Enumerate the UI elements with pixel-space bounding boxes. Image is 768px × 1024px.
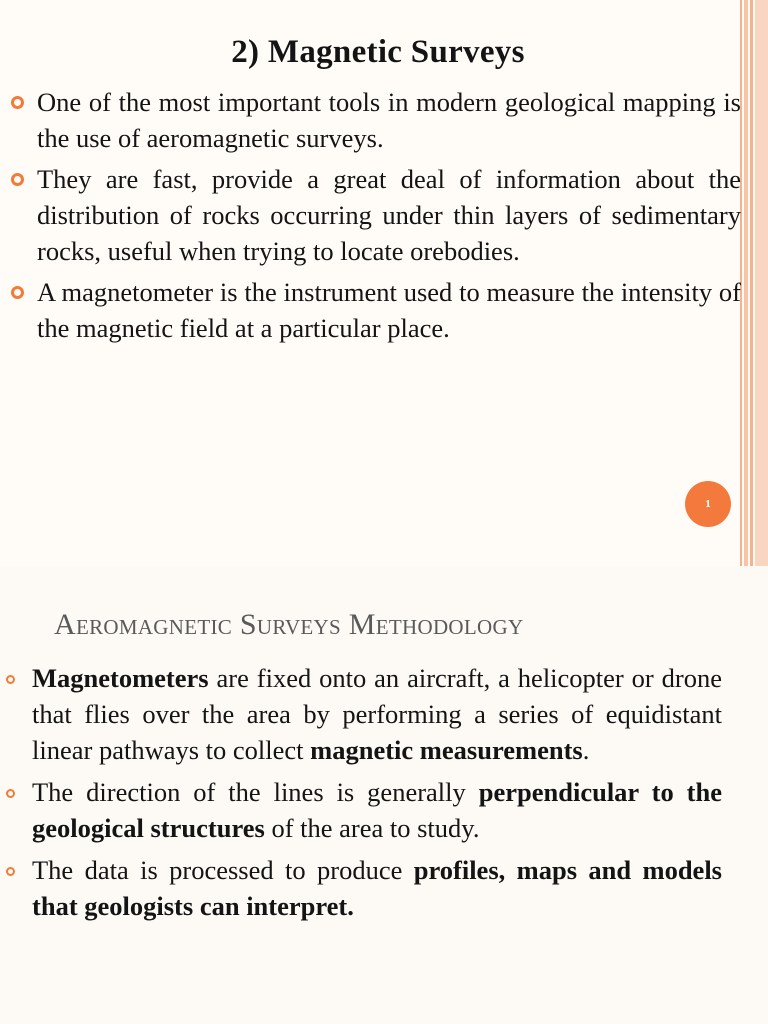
bullet-list [4, 660, 722, 930]
bullet-text: The data is processed to produce [32, 855, 414, 885]
bullet-text: of the area to study. [264, 813, 480, 843]
bullet-text: A magnetometer is the instrument used to measure the intensity of the magnetic field at a particular place. [37, 277, 741, 343]
bold-term: Magnetometers [32, 663, 209, 693]
list-item [4, 774, 722, 846]
bullet-text: They are fast, provide a great deal of information about the distribution of rocks occurring under thin layers of sedimentary rocks, useful when trying to locate orebodies. [37, 164, 741, 266]
bullet-text: One of the most important tools in modern geological mapping is the use of aeromagnetic surveys. [37, 87, 741, 153]
list-item [8, 274, 741, 346]
slide-methodology [0, 566, 768, 1024]
slide-title: Aeromagnetic Surveys Methodology [54, 608, 524, 641]
bold-term: perpendicular to the geological structures [32, 777, 722, 843]
bullet-text: are fixed onto an aircraft, a helicopter or drone that flies over the area by performing a series of equidistant linear pathways to collect [32, 663, 722, 765]
decorative-stripe [744, 0, 748, 566]
bullet-text: . [582, 735, 590, 765]
list-item [4, 852, 722, 924]
decorative-stripe [755, 0, 768, 566]
bullet-text: The direction of the lines is generally [32, 777, 479, 807]
bullet-list [8, 84, 741, 351]
circle-bullet-icon [11, 286, 24, 299]
bold-term: profiles, maps and models that geologists can interpret. [32, 855, 722, 921]
list-item [8, 84, 741, 156]
list-item [8, 161, 741, 269]
circle-bullet-icon [6, 867, 15, 876]
circle-bullet-icon [11, 173, 24, 186]
list-item [4, 660, 722, 768]
bold-term: magnetic measurements [310, 735, 583, 765]
circle-bullet-icon [6, 789, 15, 798]
decorative-stripe [750, 0, 753, 566]
slide-title: 2) Magnetic Surveys [231, 34, 525, 70]
circle-bullet-icon [11, 96, 24, 109]
page-number-badge: 1 [685, 481, 731, 527]
circle-bullet-icon [6, 675, 15, 684]
